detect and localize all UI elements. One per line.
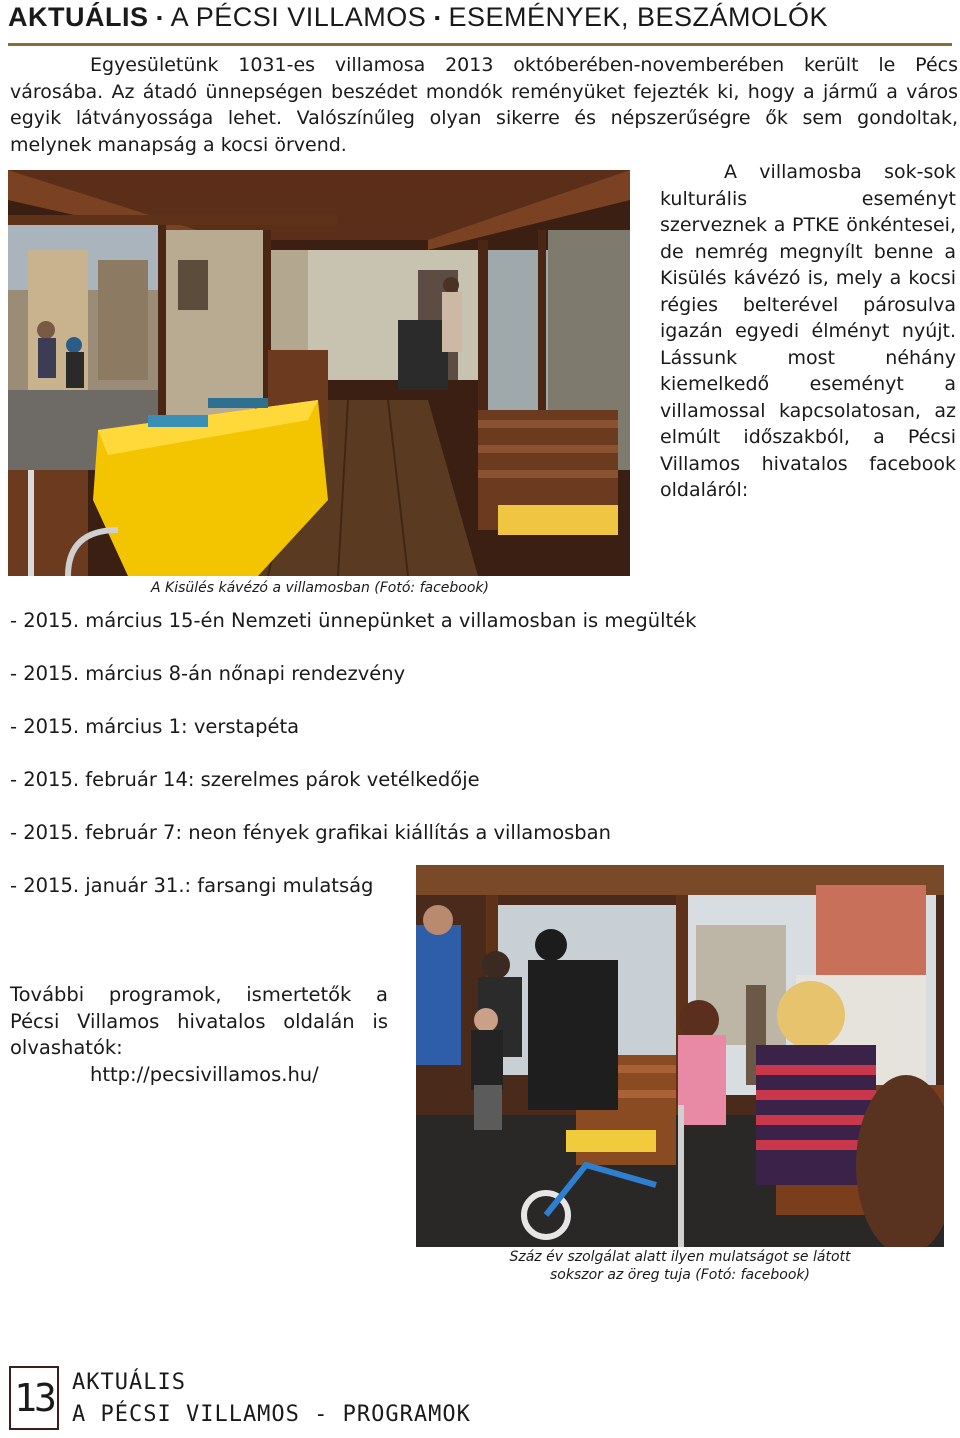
header-separator-2: ▪ (434, 9, 441, 27)
list-item: - 2015. március 8-án nőnapi rendezvény (10, 662, 406, 685)
party-photo (416, 865, 944, 1247)
page-header (8, 2, 952, 40)
photo2-caption-line1: Száz év szolgálat alatt ilyen mulatságot se látott (509, 1249, 851, 1265)
header-rule (8, 43, 952, 46)
page-number: 13 (9, 1366, 59, 1430)
website-link[interactable]: http://pecsivillamos.hu/ (90, 1062, 319, 1086)
header-title: A PÉCSI VILLAMOS (170, 2, 427, 32)
more-programs-text: További programok, ismertetők a Pécsi Villamos hivatalos oldalán is olvashatók: (10, 983, 388, 1059)
photo2-caption (420, 1248, 940, 1284)
list-item: - 2015. február 7: neon fények grafikai kiállítás a villamosban (10, 821, 611, 844)
list-item: - 2015. március 15-én Nemzeti ünnepünket a villamosban is megülték (10, 609, 697, 632)
header-section: AKTUÁLIS (8, 2, 149, 32)
more-programs (10, 982, 388, 1088)
cafe-interior-photo (8, 170, 630, 576)
photo1-caption: A Kisülés kávézó a villamosban (Fotó: facebook) (150, 580, 490, 596)
list-item: - 2015. március 1: verstapéta (10, 715, 300, 738)
header-subtitle: ESEMÉNYEK, BESZÁMOLÓK (448, 2, 829, 32)
photo2-caption-line2: sokszor az öreg tuja (Fotó: facebook) (549, 1267, 811, 1283)
header-separator: ▪ (156, 9, 163, 27)
cafe-paragraph: A villamosba sok-sok kulturális eseményt szerveznek a PTKE önkéntesei, de nemrég megnyílt benne a Kisülés kávézó is, mely a kocsi régies belterével párosulva igazán egyedi élményt nyújt. Lássunk most néhány kiemelkedő eseményt a villamossal kapcsolatosan, az elmúlt időszakból, a Pécsi Villamos hivatalos facebook oldaláról: (660, 161, 956, 501)
footer-title: A PÉCSI VILLAMOS - PROGRAMOK (72, 1402, 471, 1427)
footer-section: AKTUÁLIS (72, 1370, 186, 1395)
intro-paragraph: Egyesületünk 1031-es villamosa 2013 októberében-novemberében került le Pécs városába. Az átadó ünnepségen beszédet mondók reményüket fejezték ki, hogy a jármű a város egyik látványossága lehet. Valószínűleg olyan sikerre és népszerűségre ők sem gondoltak, melynek manapság a kocsi örvend. (10, 54, 958, 156)
list-item: - 2015. február 14: szerelmes párok vetélkedője (10, 768, 480, 791)
list-item: - 2015. január 31.: farsangi mulatság (10, 874, 374, 897)
